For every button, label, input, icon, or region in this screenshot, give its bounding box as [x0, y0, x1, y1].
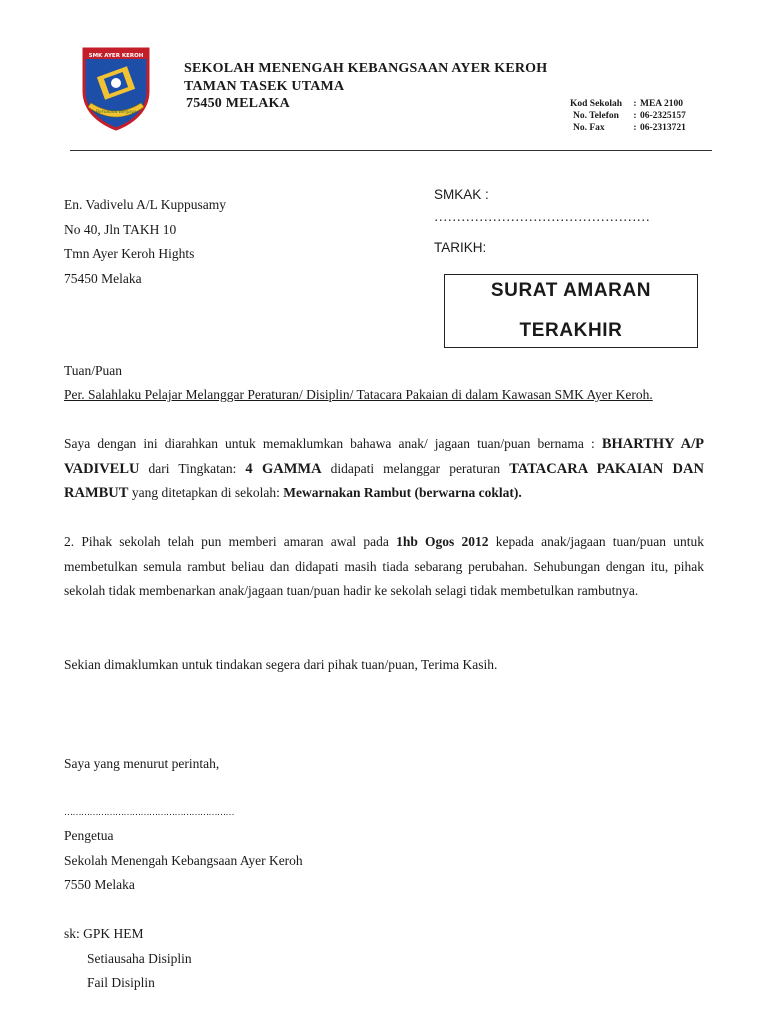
recipient-line3: 75450 Melaka [64, 270, 142, 286]
tarikh-label: TARIKH: [434, 240, 487, 255]
para1-text: Saya dengan ini diarahkan untuk memaklumkan bahawa anak/ jagaan tuan/puan bernama : [64, 436, 602, 451]
para2-text: 2. Pihak sekolah telah pun memberi amaran awal pada [64, 534, 397, 549]
code-row: No. Fax : 06-2313721 [570, 122, 686, 134]
code-value: 06-2313721 [640, 123, 686, 133]
recipient-name: En. Vadivelu A/L Kuppusamy [64, 197, 226, 212]
student-name: BHARTHY A/P VADIVELU [64, 436, 705, 477]
student-class: 4 GAMMA [245, 460, 322, 477]
school-name: SEKOLAH MENENGAH KEBANGSAAN AYER KEROH [184, 61, 548, 76]
cc-line2: Setiausaha Disiplin [87, 950, 192, 966]
smkak-dots: ………………………………………… [434, 209, 650, 224]
offence: Mewarnakan Rambut (berwarna coklat). [283, 485, 522, 500]
signer-title: Pengetua [64, 828, 114, 843]
school-crest-logo [78, 45, 154, 131]
school-street: TAMAN TASEK UTAMA [184, 79, 345, 94]
recipient-line2: Tmn Ayer Keroh Hights [64, 246, 195, 261]
header-divider [70, 150, 712, 151]
title-line2: TERAKHIR [519, 320, 623, 341]
code-key: Kod Sekolah [570, 99, 623, 109]
recipient-line1: No 40, Jln TAKH 10 [64, 221, 177, 237]
code-value: MEA 2100 [640, 99, 684, 109]
code-value: 06-2325157 [640, 111, 686, 121]
subject-line: Per. Salahlaku Pelajar Melanggar Peraturan/ Disiplin/ Tatacara Pakaian di dalam Kawasan SMK Ayer Keroh. [64, 387, 653, 402]
paragraph-1 [64, 432, 704, 506]
cc-line3: Fail Disiplin [87, 975, 155, 990]
para2-text: kepada anak/jagaan tuan/puan untuk membetulkan semula rambut beliau dan didapati masih tiada sebarang perubahan. Sehubungan dengan itu, pihak sekolah tidak membenarkan anak/jagaan tuan/puan hadir ke sekolah selagi tidak membetulkan rambutnya. [64, 534, 704, 598]
cc-label: sk: GPK HEM [64, 926, 144, 941]
recipient-address [64, 193, 226, 291]
signer-block [64, 824, 704, 898]
code-row: No. Telefon : 06-2325157 [570, 110, 686, 122]
signer-city: 7550 Melaka [64, 877, 135, 892]
code-row: Kod Sekolah : MEA 2100 [570, 99, 684, 109]
crest-text: SMK AYER KEROH [88, 53, 144, 59]
sign-off: Saya yang menurut perintah, [64, 756, 220, 771]
crest-motto: Berusaha Berjaya [95, 110, 137, 115]
warning-date: 1hb Ogos 2012 [396, 534, 489, 549]
para1-text: yang ditetapkan di sekolah: [128, 485, 284, 500]
code-key: No. Fax [573, 123, 605, 133]
paragraph-2 [64, 530, 704, 604]
school-codes [570, 98, 686, 134]
signer-school: Sekolah Menengah Kebangsaan Ayer Keroh [64, 852, 303, 868]
para1-text: didapati melanggar peraturan [321, 460, 510, 476]
code-key: No. Telefon [573, 111, 619, 121]
smkak-label: SMKAK : [434, 187, 489, 202]
closing-text: Sekian dimaklumkan untuk tindakan segera dari pihak tuan/puan, Terima Kasih. [64, 657, 498, 672]
cc-block [64, 922, 704, 996]
salutation: Tuan/Puan [64, 363, 123, 378]
rule-name: TATACARA PAKAIAN DAN RAMBUT [64, 460, 704, 501]
signature-line: …………………………………………………… [64, 807, 234, 817]
school-city: 75450 MELAKA [186, 96, 290, 111]
title-line1: SURAT AMARAN [490, 280, 652, 301]
para1-text: dari Tingkatan: [139, 460, 246, 476]
title-box [444, 274, 698, 348]
